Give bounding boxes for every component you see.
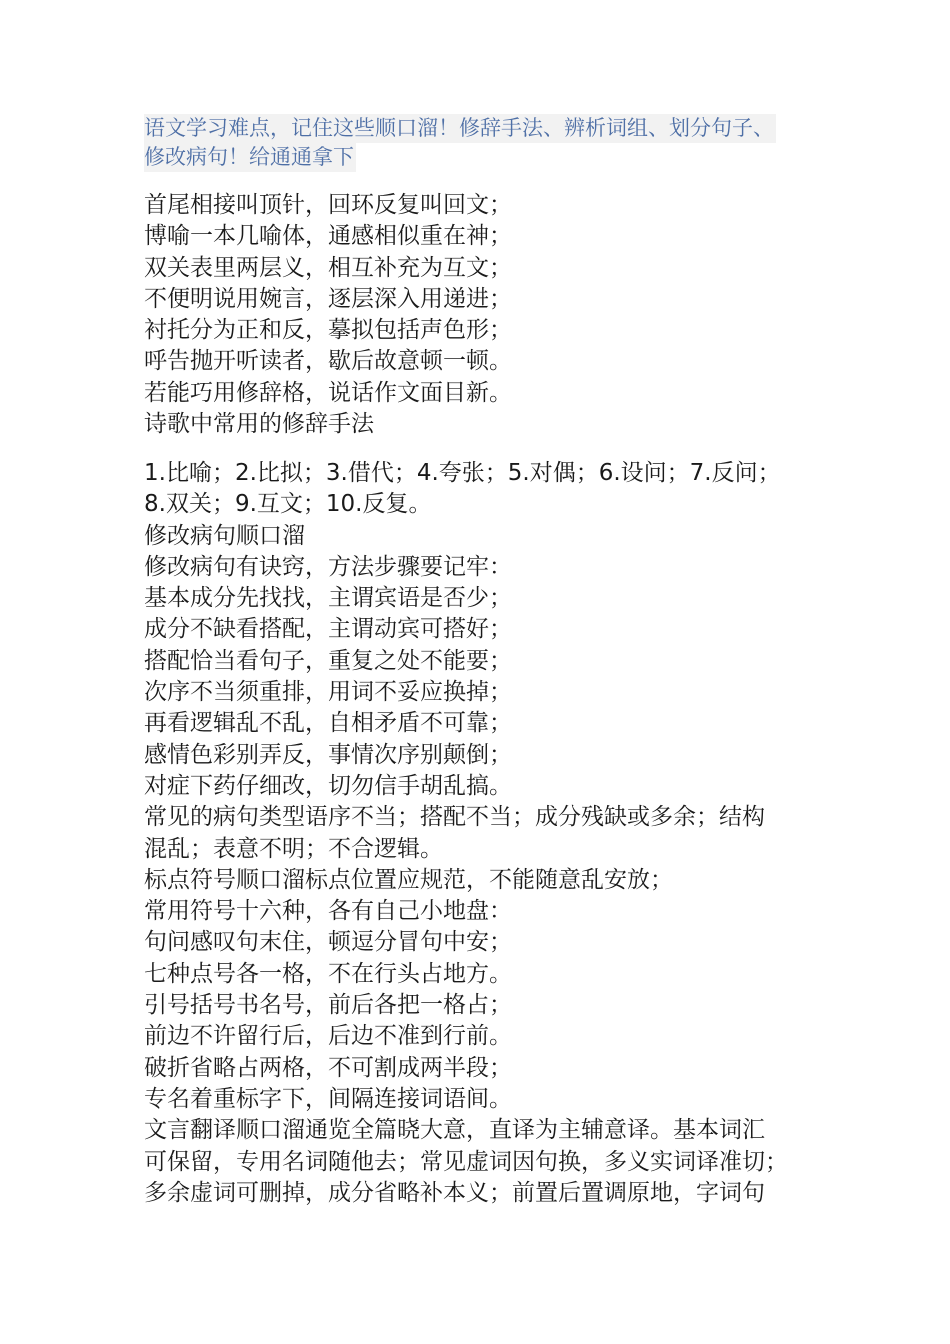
text-line: 混乱；表意不明；不合逻辑。 xyxy=(144,835,443,862)
text-line: 句问感叹句末住，顿逗分冒句中安； xyxy=(144,929,512,956)
text-line: 搭配恰当看句子，重复之处不能要； xyxy=(144,647,512,674)
text-line: 破折省略占两格，不可割成两半段； xyxy=(144,1054,512,1081)
text-line: 对症下药仔细改，切勿信手胡乱搞。 xyxy=(144,772,512,799)
article-title xyxy=(144,114,794,172)
text-line: 博喻一本几喻体，通感相似重在神； xyxy=(144,223,512,250)
text-line: 引号括号书名号，前后各把一格占； xyxy=(144,992,512,1019)
text-line: 修改病句有诀窍，方法步骤要记牢： xyxy=(144,553,512,580)
text-line: 不便明说用婉言，逐层深入用递进； xyxy=(144,285,512,312)
rhetoric-rhyme-section xyxy=(144,190,804,440)
text-line: 8.双关；9.互文；10.反复。 xyxy=(144,491,432,518)
text-line: 双关表里两层义，相互补充为互文； xyxy=(144,254,512,281)
text-line: 前边不许留行后，后边不准到行前。 xyxy=(144,1023,512,1050)
text-line: 再看逻辑乱不乱，自相矛盾不可靠； xyxy=(144,710,512,737)
text-line: 七种点号各一格，不在行头占地方。 xyxy=(144,960,512,987)
text-line: 常见的病句类型语序不当；搭配不当；成分残缺或多余；结构 xyxy=(144,804,765,831)
text-line: 感情色彩别弄反，事情次序别颠倒； xyxy=(144,741,512,768)
text-line: 1.比喻；2.比拟；3.借代；4.夸张；5.对偶；6.设问；7.反问； xyxy=(144,460,781,486)
text-line: 若能巧用修辞格，说话作文面目新。 xyxy=(144,379,512,406)
text-line: 标点符号顺口溜标点位置应规范，不能随意乱安放； xyxy=(144,866,673,893)
main-text-section xyxy=(144,458,804,1209)
section-heading: 诗歌中常用的修辞手法 xyxy=(144,411,374,438)
text-line: 可保留，专用名词随他去；常见虚词因句换，多义实词译准切； xyxy=(144,1148,788,1175)
text-line: 常用符号十六种，各有自己小地盘： xyxy=(144,898,512,925)
text-line: 文言翻译顺口溜通览全篇晓大意，直译为主辅意译。基本词汇 xyxy=(144,1117,765,1144)
text-line: 专名着重标字下，间隔连接词语间。 xyxy=(144,1085,512,1112)
text-line: 成分不缺看搭配，主谓动宾可搭好； xyxy=(144,616,512,643)
text-line: 首尾相接叫顶针，回环反复叫回文； xyxy=(144,192,512,218)
text-line: 多余虚词可删掉，成分省略补本义；前置后置调原地，字词句 xyxy=(144,1179,765,1206)
text-line: 呼告抛开听读者，歇后故意顿一顿。 xyxy=(144,348,512,375)
title-line-1: 语文学习难点，记住这些顺口溜！修辞手法、辨析词组、划分句子、 xyxy=(144,114,776,143)
title-line-2: 修改病句！给通通拿下 xyxy=(144,143,356,172)
text-line: 衬托分为正和反，摹拟包括声色形； xyxy=(144,317,512,344)
section-heading: 修改病句顺口溜 xyxy=(144,522,305,549)
text-line: 次序不当须重排，用词不妥应换掉； xyxy=(144,679,512,706)
text-line: 基本成分先找找，主谓宾语是否少； xyxy=(144,585,512,612)
